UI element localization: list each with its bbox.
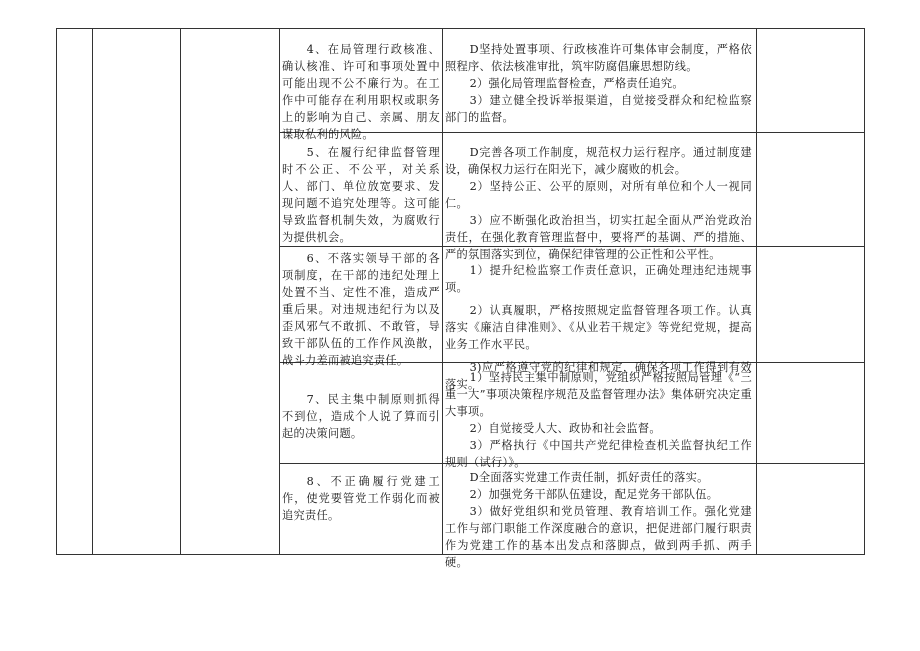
- measure-item: 3）做好党组织和党员管理、教育培训工作。强化党建工作与部门职能工作深度融合的意识，把促进部门履行职责作为党建工作的基本出发点和落脚点，做到两手抓、两手硬。: [445, 505, 752, 569]
- measure-item: 3）应不断强化政治担当，切实扛起全面从严治党政治责任，在强化教育管理监督中，要将严的基调、严的措施、严的氛围落实到位，确保纪律管理的公正性和公平性。: [445, 214, 752, 261]
- measure-item: 3）建立健全投诉举报渠道，自觉接受群众和纪检监察部门的监督。: [445, 94, 752, 124]
- table-column-divider: [756, 28, 757, 554]
- measure-item: 2）加强党务干部队伍建设，配足党务干部队伍。: [469, 488, 719, 501]
- measure-item: 1）提升纪检监察工作责任意识，正确处理违纪违规事项。: [445, 264, 752, 294]
- prevention-measures-cell: [443, 369, 755, 471]
- risk-point-cell: [280, 473, 442, 524]
- measure-item: 1）坚持民主集中制原则，党组织严格按照局管理《“三重一大”事项决策程序规范及监督管理办法》集体研究决定重大事项。: [445, 371, 752, 418]
- risk-point-cell: [280, 41, 442, 143]
- measure-item: D坚持处置事项、行政核准许可集体审会制度，严格依照程序、依法核准审批，筑牢防腐倡廉思想防线。: [445, 43, 752, 73]
- risk-point-cell: [280, 250, 442, 369]
- table-border-top: [56, 28, 865, 29]
- measure-item: D完善各项工作制度，规范权力运行程序。通过制度建设，确保权力运行在阳光下，减少腐败的机会。: [445, 146, 752, 176]
- risk-point-text: 7、民主集中制原则抓得不到位，造成个人说了算而引起的决策问题。: [282, 393, 440, 440]
- table-column-divider: [92, 28, 93, 554]
- measure-item: 2）认真履职，严格按照规定监督管理各项工作。认真落实《廉洁自律准则》、《从业若干规定》等党纪党规，提高业务工作水平民。: [445, 304, 752, 351]
- risk-point-text: 6、不落实领导干部的各项制度，在干部的违纪处理上处置不当、定性不准，造成严重后果。对违规违纪行为以及歪风邪气不敢抓、不敢管，导致干部队伍的工作作风涣散，战斗力差而被追究责任。: [282, 252, 440, 367]
- measure-item: 3）严格执行《中国共产党纪律检查机关监督执纪工作规则（试行）》。: [445, 439, 752, 469]
- measure-item: 2）强化局管理监督检查，严格责任追究。: [469, 77, 684, 90]
- risk-point-text: 5、在履行纪律监督管理时不公正、不公平，对关系人、部门、单位放宽要求、发现问题不追究处理等。这可能导致监督机制失效，为腐败行为提供机会。: [282, 146, 440, 244]
- measure-item: 2）自觉接受人大、政协和社会监督。: [469, 422, 661, 435]
- measure-item: 2）坚持公正、公平的原则，对所有单位和个人一视同仁。: [445, 180, 752, 210]
- prevention-measures-cell: [443, 469, 755, 571]
- table-border-left: [56, 28, 57, 554]
- measure-item: D全面落实党建工作责任制，抓好责任的落实。: [469, 471, 709, 484]
- risk-point-cell: [280, 391, 442, 442]
- risk-point-cell: [280, 144, 442, 246]
- prevention-measures-cell: [443, 41, 755, 126]
- risk-point-text: 8、不正确履行党建工作，使党要管党工作弱化而被追究责任。: [282, 475, 440, 522]
- prevention-measures-cell: [443, 144, 755, 263]
- measure-item: 3)应严格遵守党的纪律和规定，确保各项工作得到有效落实。: [445, 361, 752, 391]
- table-column-divider: [180, 28, 181, 554]
- risk-point-text: 4、在局管理行政核准、确认核准、许可和事项处置中可能出现不公不廉行为。在工作中可能存在利用职权或职务上的影响为自己、亲属、朋友谋取私利的风险。: [282, 43, 440, 141]
- table-border-right: [864, 28, 865, 554]
